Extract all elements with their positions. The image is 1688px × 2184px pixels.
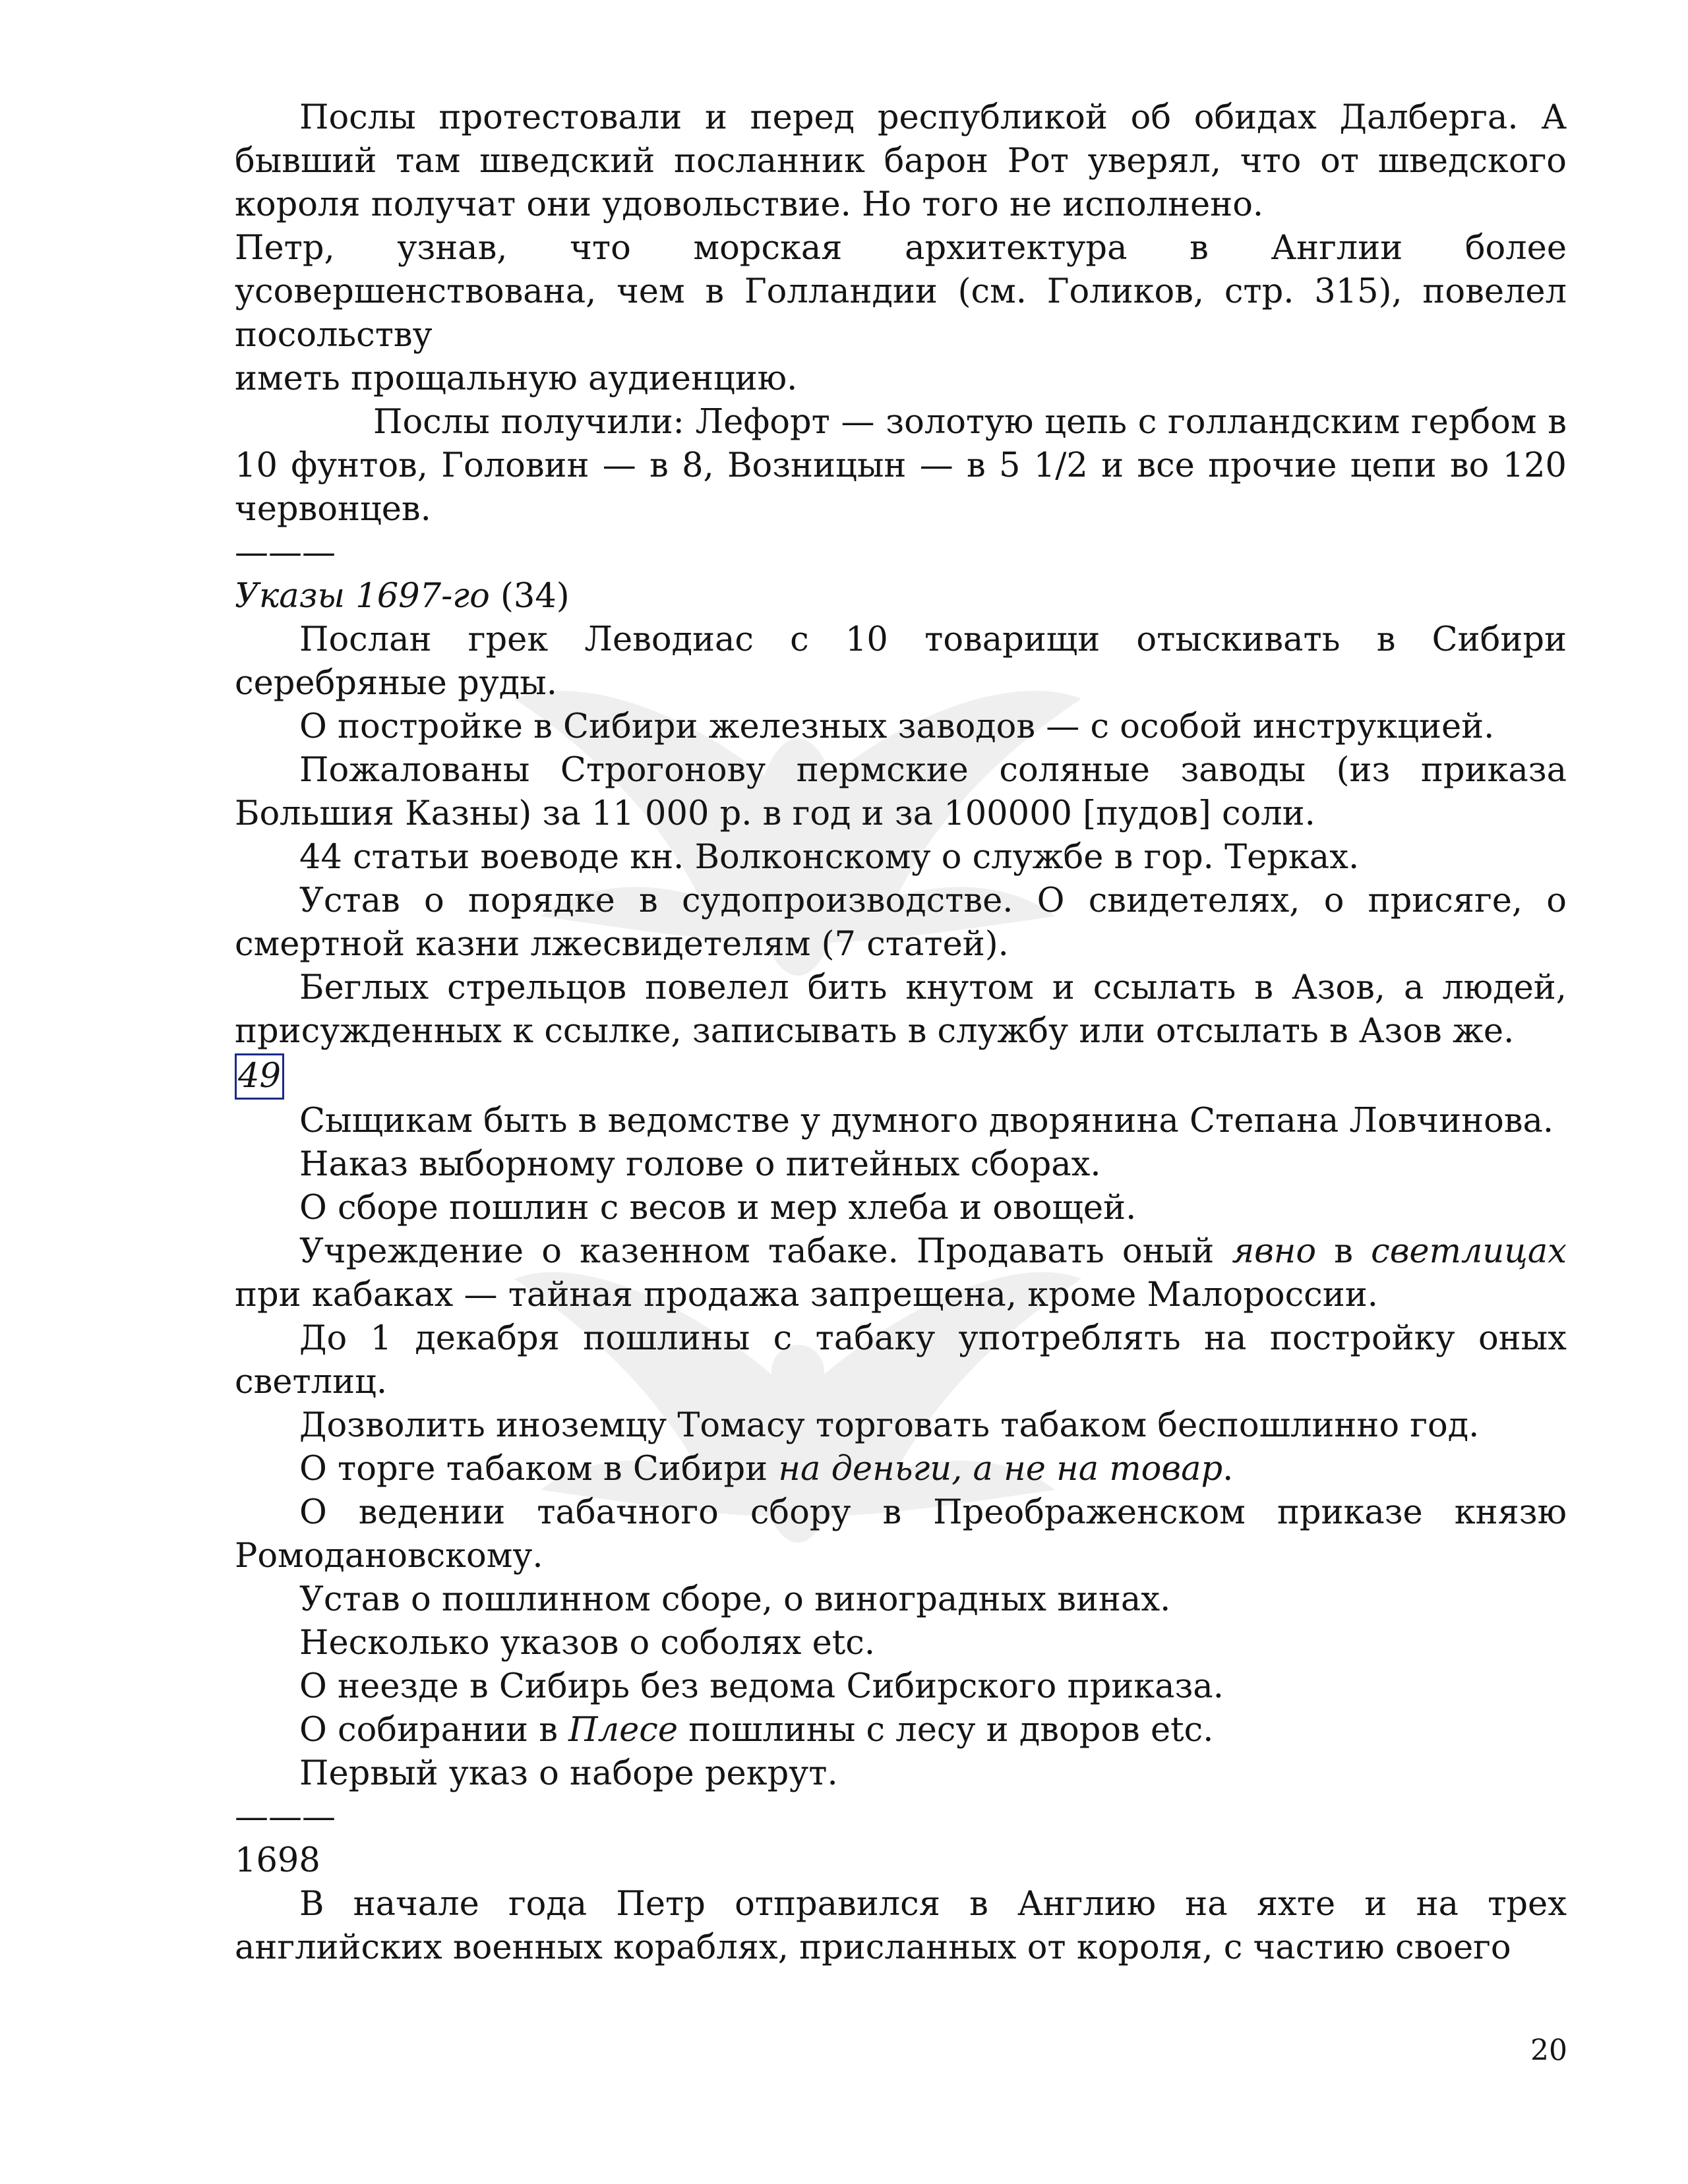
text-run: О собирании в [299,1711,569,1750]
italic-run: явно [1232,1232,1317,1271]
decree-item: Послан грек Леводиас с 10 товарищи отыскивать в Сибири серебряные руды. [235,620,1567,703]
page-number: 20 [1530,2034,1567,2067]
decree-item: О постройке в Сибири железных заводов — с особой инструкцией. [299,707,1495,746]
paragraph: Петр, узнав, что морская архитектура в Англии более усовершенствована, чем в Голландии (см. Голиков, стр. 315), повелел посольству [235,229,1567,355]
section-heading-number: (34) [489,577,570,616]
decree-item: До 1 декабря пошлины с табаку употреблять на постройку оных светлиц. [235,1319,1567,1402]
text-run: пошлины с лесу и дворов etc. [678,1711,1214,1750]
decree-item: Несколько указов о соболях etc. [299,1624,876,1663]
italic-run: Плесе [568,1711,678,1750]
decree-item: Дозволить иноземцу Томасу торговать табаком беспошлинно год. [299,1406,1480,1445]
decree-item [235,1230,1567,1317]
decree-item: Устав о порядке в судопроизводстве. О свидетелях, о присяге, о смертной казни лжесвидетелям (7 статей). [235,881,1567,964]
text-run: . [1222,1450,1234,1489]
decree-item: О неезде в Сибирь без ведома Сибирского приказа. [299,1667,1224,1706]
text-run: при кабаках — тайная продажа запрещена, кроме Малороссии. [235,1276,1378,1314]
text-run: О торге табаком в Сибири [299,1450,779,1489]
decree-item: 44 статьи воеводе кн. Волконскому о службе в гор. Терках. [299,838,1360,877]
text-run: Учреждение о казенном табаке. Продавать оный [299,1232,1232,1271]
separator: ——— [235,1798,336,1837]
decree-item: О ведении табачного сбору в Преображенском приказе князю Ромодановскому. [235,1493,1567,1576]
decree-item: Устав о пошлинном сборе, о виноградных винах. [299,1580,1171,1619]
source-page-marker[interactable]: 49 [235,1053,284,1100]
paragraph: В начале года Петр отправился в Англию на яхте и на трех английских военных кораблях, присланных от короля, с частию своего [235,1885,1567,1967]
decree-item: Беглых стрельцов повелел бить кнутом и ссылать в Азов, а людей, присужденных к ссылке, записывать в службу или отсылать в Азов же. [235,968,1567,1051]
separator: ——— [235,533,336,572]
italic-run: светлицах [1371,1232,1567,1271]
decree-item: О сборе пошлин с весов и мер хлеба и овощей. [299,1189,1137,1227]
decree-item: Наказ выборному голове о питейных сборах. [299,1145,1101,1184]
section-heading [235,575,1567,618]
decree-item: Первый указ о наборе рекрут. [299,1754,838,1793]
text-run: в [1316,1232,1372,1271]
decree-item: Пожалованы Строгонову пермские соляные заводы (из приказа Большия Казны) за 11 000 р. в год и за 100000 [пудов] соли. [235,751,1567,833]
page-marker-line [235,1053,1567,1100]
decree-item [235,1448,1567,1491]
section-heading-italic: Указы 1697-го [235,577,490,616]
decree-item [235,1709,1567,1752]
paragraph: Послы получили: Лефорт — золотую цепь с голландским гербом в 10 фунтов, Головин — в 8, Возницын — в 5 1/2 и все прочие цепи во 120 червонцев. [235,403,1567,529]
italic-run: на деньги, а не на товар [778,1450,1223,1489]
paragraph: иметь прощальную аудиенцию. [235,359,798,398]
paragraph: Послы протестовали и перед республикой об обидах Далберга. А бывший там шведский посланник барон Рот уверял, что от шведского короля получат они удовольствие. Но того не исполнено. [235,98,1567,224]
decree-item: Сыщикам быть в ведомстве у думного дворянина Степана Ловчинова. [299,1102,1554,1140]
document-page [235,96,1567,1970]
year-heading: 1698 [235,1841,320,1880]
